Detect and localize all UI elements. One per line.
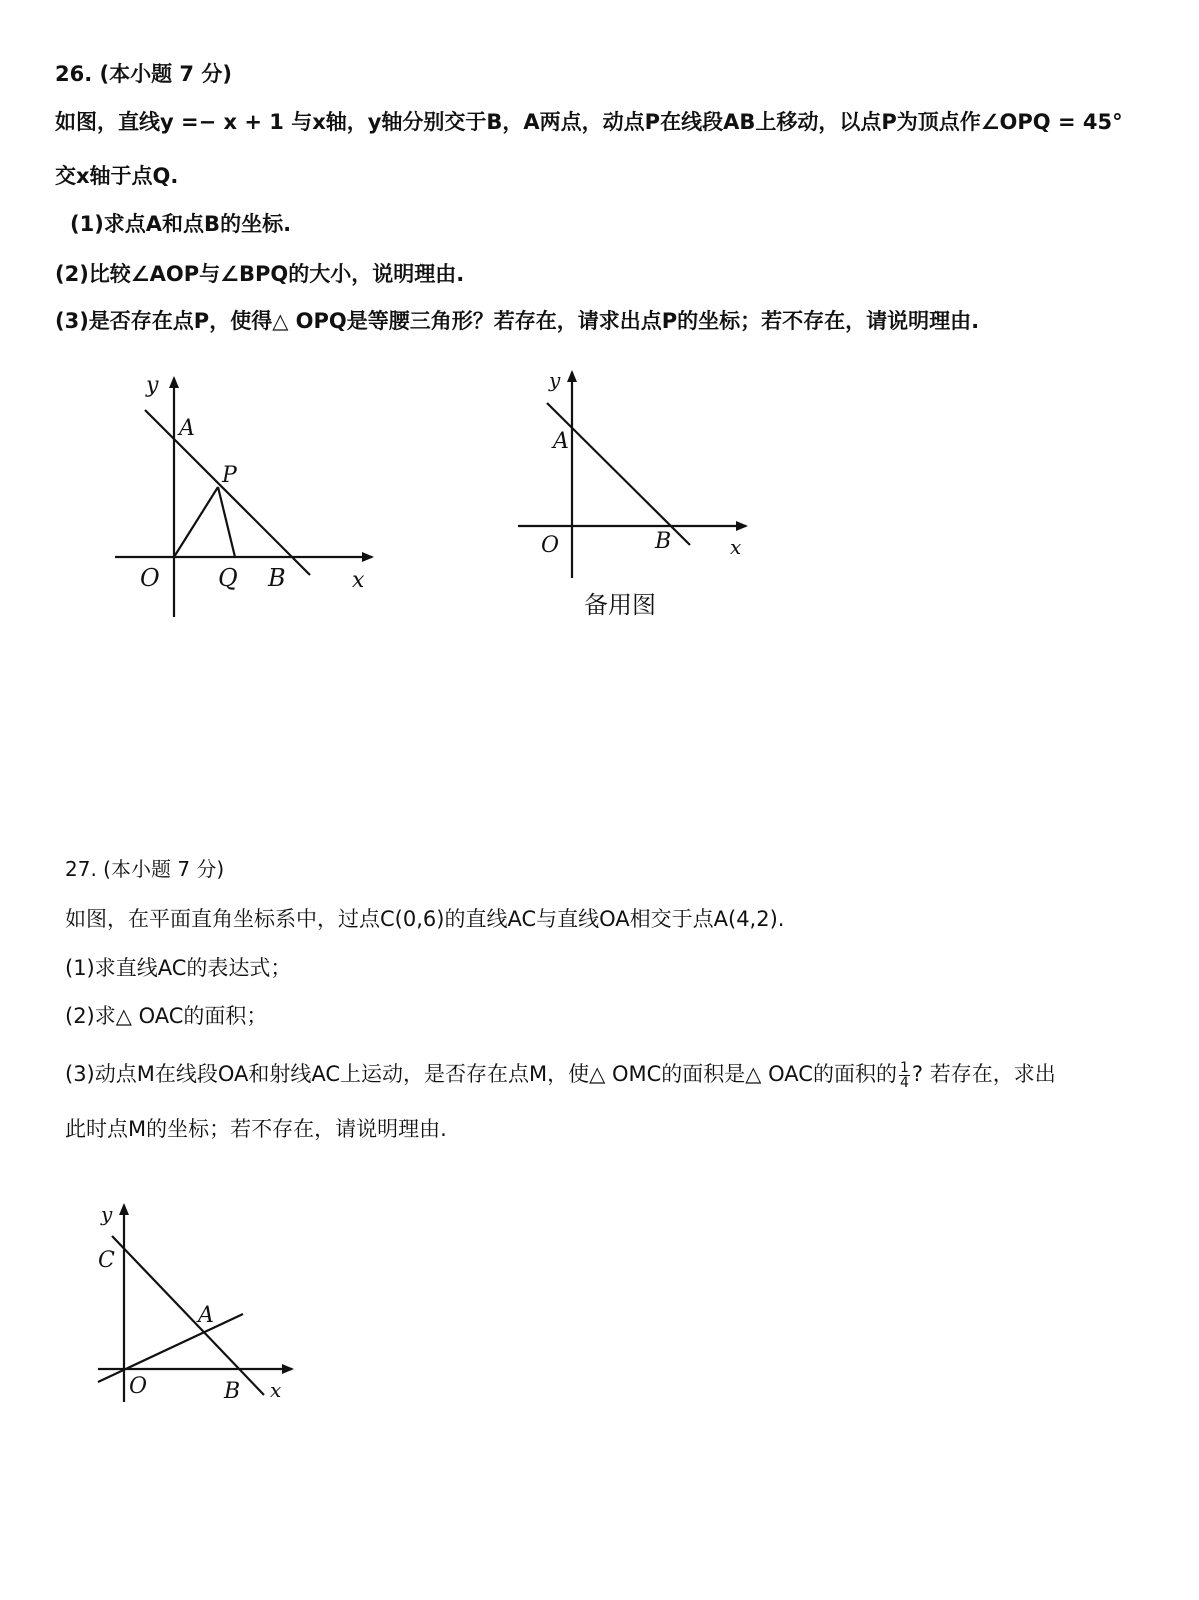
fig3-line-oa	[98, 1314, 243, 1382]
q27-figure	[98, 1205, 292, 1402]
fig1-line-ab	[145, 410, 310, 575]
fig1-label-p: P	[222, 463, 237, 488]
q27-stem: 如图，在平面直角坐标系中，过点C(0,6)的直线AC与直线OA相交于点A(4,2).	[65, 907, 785, 931]
fig2-line-ab	[547, 403, 690, 545]
q27-part3-text-b: ? 若存在，求出	[911, 1062, 1056, 1086]
fig2-label-b: B	[655, 529, 672, 554]
fig1-label-o: O	[140, 564, 160, 592]
q27-header: 27. (本小题 7 分)	[65, 857, 225, 881]
fig3-label-c: C	[98, 1248, 115, 1273]
fig3-label-o: O	[129, 1374, 148, 1399]
fig1-segment-op	[174, 487, 218, 557]
q27-part3-text-a: (3)动点M在线段OA和射线AC上运动，是否存在点M，使△ OMC的面积是△ OAC的面积的	[65, 1062, 897, 1086]
fig1-label-a: A	[179, 416, 195, 441]
fig2-label-x: x	[730, 535, 742, 559]
q26-header: 26. (本小题 7 分)	[55, 62, 232, 86]
fig2-label-o: O	[541, 533, 560, 558]
fig3-label-b: B	[224, 1379, 241, 1404]
q26-part1: (1)求点A和点B的坐标.	[70, 212, 292, 236]
fig2-label-y: y	[549, 368, 561, 392]
q26-part2: (2)比较∠AOP与∠BPQ的大小，说明理由.	[55, 262, 465, 286]
q27-part3-line2: 此时点M的坐标；若不存在，请说明理由.	[65, 1117, 447, 1141]
q26-stem-line1: 如图，直线y =− x + 1 与x轴，y轴分别交于B，A两点，动点P在线段AB上移动，以点P为顶点作∠OPQ = 45°	[55, 110, 1123, 134]
fig1-label-q: Q	[218, 564, 238, 592]
fig2-label-a: A	[553, 429, 569, 454]
fig3-label-y: y	[101, 1202, 113, 1226]
fig1-label-b: B	[268, 564, 286, 592]
fraction-denominator: 4	[899, 1074, 909, 1091]
fig2-caption: 备用图	[584, 591, 656, 619]
fig1-label-x: x	[352, 568, 365, 593]
q26-part3: (3)是否存在点P，使得△ OPQ是等腰三角形？若存在，请求出点P的坐标；若不存在，请说明理由.	[55, 309, 980, 333]
fig3-label-x: x	[270, 1378, 282, 1402]
q27-part1: (1)求直线AC的表达式；	[65, 956, 292, 980]
q27-part2: (2)求△ OAC的面积；	[65, 1004, 268, 1028]
fig3-label-a: A	[198, 1303, 214, 1328]
fig1-label-y: y	[146, 373, 159, 398]
fraction-numerator: 1	[899, 1059, 909, 1076]
q26-stem-line2: 交x轴于点Q.	[55, 164, 179, 188]
